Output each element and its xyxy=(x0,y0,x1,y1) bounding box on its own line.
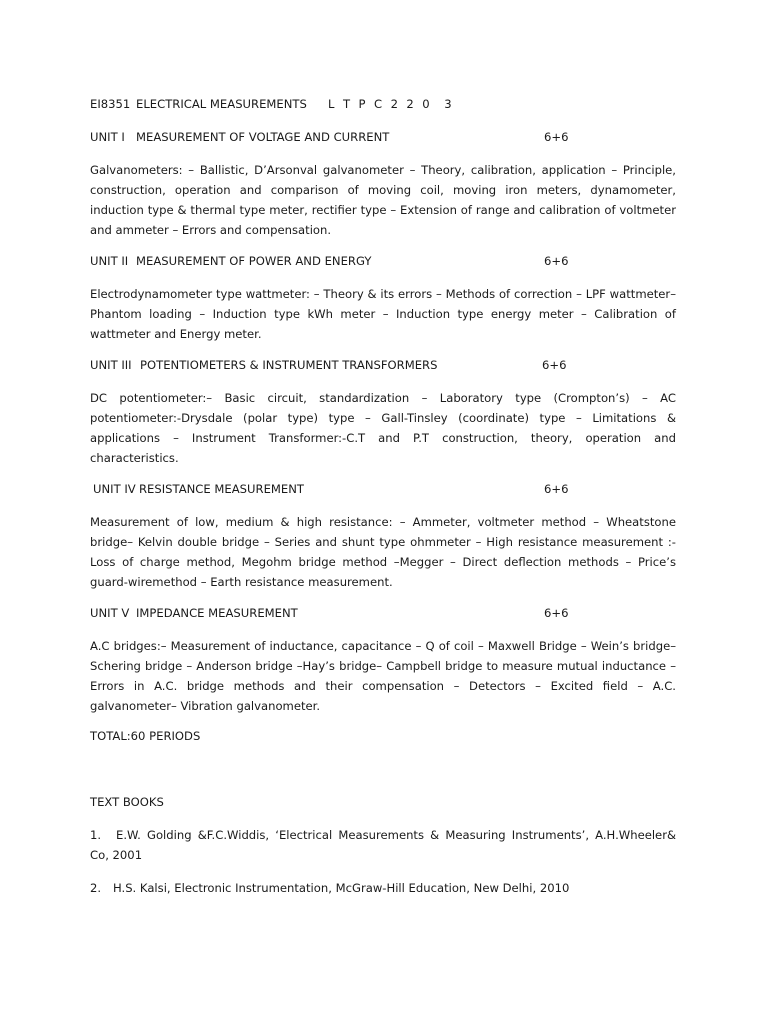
unit-5-content: A.C bridges:– Measurement of inductance, capacitance – Q of coil – Maxwell Bridge – Wein’s bridge– Schering bridge – Anderson bridge –Hay’s bridge– Campbell bridge to measure mutual inductance – Errors in A.C. bridge methods and their compensation – Detectors – Excited field – A.C. galvanometer– Vibration galvanometer. xyxy=(90,639,676,713)
unit-3-heading xyxy=(90,355,676,375)
unit-5-heading xyxy=(90,603,676,623)
unit-title: MEASUREMENT OF POWER AND ENERGY xyxy=(136,254,372,268)
unit-title: MEASUREMENT OF VOLTAGE AND CURRENT xyxy=(136,130,390,144)
unit-label: UNIT V xyxy=(90,606,130,620)
unit-title: IMPEDANCE MEASUREMENT xyxy=(136,606,298,620)
course-header xyxy=(90,94,676,114)
course-ltpc: L T P C 2 2 0 3 xyxy=(328,97,455,111)
textbooks-heading: TEXT BOOKS xyxy=(90,795,164,809)
textbook-text: E.W. Golding &F.C.Widdis, ‘Electrical Measurements & Measuring Instruments’, A.H.Wheeler& Co, 2001 xyxy=(90,828,676,862)
unit-label: UNIT III xyxy=(90,358,132,372)
textbook-item xyxy=(90,825,676,865)
total-periods: TOTAL:60 PERIODS xyxy=(90,729,201,743)
unit-hours: 6+6 xyxy=(544,254,569,268)
unit-4-content: Measurement of low, medium & high resistance: – Ammeter, voltmeter method – Wheatstone bridge– Kelvin double bridge – Series and shunt type ohmmeter – High resistance measurement :-Loss of charge method, Megohm bridge method –Megger – Direct deflection methods – Price’s guard-wiremethod – Earth resistance measurement. xyxy=(90,515,676,589)
unit-hours: 6+6 xyxy=(544,606,569,620)
textbook-item xyxy=(90,878,676,898)
unit-hours: 6+6 xyxy=(544,482,569,496)
unit-2-content: Electrodynamometer type wattmeter: – Theory & its errors – Methods of correction – LPF wattmeter– Phantom loading – Induction type kWh meter – Induction type energy meter – Calibration of wattmeter and Energy meter. xyxy=(90,287,676,341)
unit-title: POTENTIOMETERS & INSTRUMENT TRANSFORMERS xyxy=(140,358,438,372)
unit-title: RESISTANCE MEASUREMENT xyxy=(139,482,304,496)
unit-hours: 6+6 xyxy=(544,130,569,144)
unit-3-content: DC potentiometer:– Basic circuit, standardization – Laboratory type (Crompton’s) – AC potentiometer:-Drysdale (polar type) type – Gall-Tinsley (coordinate) type – Limitations & applications – Instrument Transformer:-C.T and P.T construction, theory, operation and characteristics. xyxy=(90,391,676,465)
textbook-number: 1. xyxy=(90,828,102,842)
course-title: ELECTRICAL MEASUREMENTS xyxy=(136,97,307,111)
textbook-text: H.S. Kalsi, Electronic Instrumentation, McGraw-Hill Education, New Delhi, 2010 xyxy=(113,881,570,895)
unit-1-content: Galvanometers: – Ballistic, D’Arsonval galvanometer – Theory, calibration, application – Principle, construction, operation and comparison of moving coil, moving iron meters, dynamometer, induction type & thermal type meter, rectifier type – Extension of range and calibration of voltmeter and ammeter – Errors and compensation. xyxy=(90,163,676,237)
unit-hours: 6+6 xyxy=(542,358,567,372)
unit-label: UNIT I xyxy=(90,130,125,144)
unit-1-heading xyxy=(90,127,676,147)
unit-4-heading xyxy=(90,479,676,499)
unit-label: UNIT II xyxy=(90,254,129,268)
textbook-number: 2. xyxy=(90,881,102,895)
course-code: EI8351 xyxy=(90,97,131,111)
unit-2-heading xyxy=(90,251,676,271)
unit-label: UNIT IV xyxy=(93,482,136,496)
